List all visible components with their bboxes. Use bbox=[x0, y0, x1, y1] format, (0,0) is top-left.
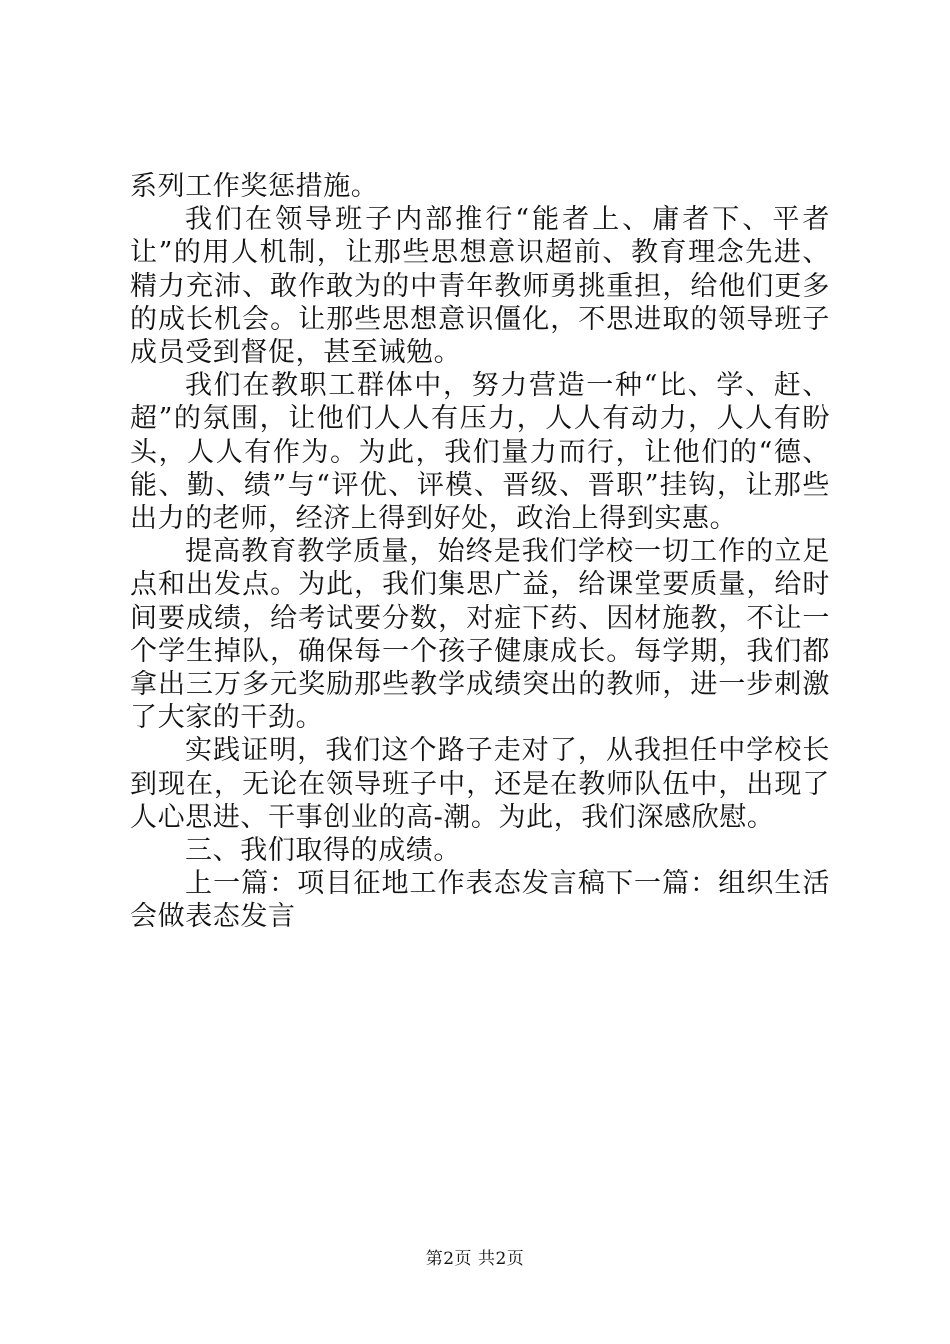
paragraph-staff-atmosphere: 我们在教职工群体中，努力营造一种“比、学、赶、超”的氛围，让他们人人有压力，人人有动力，人人有盼头，人人有作为。为此，我们量力而行，让他们的“德、能、勤、绩”与“评优、评模、晋级、晋职”挂钩，让那些出力的老师，经济上得到好处，政治上得到实惠。 bbox=[130, 370, 830, 535]
page-number-footer bbox=[0, 1244, 950, 1269]
document-body bbox=[130, 170, 830, 934]
page-number-label: 第2页 共2页 bbox=[425, 1249, 525, 1269]
paragraph-continuation: 系列工作奖惩措施。 bbox=[130, 171, 379, 202]
prev-next-links[interactable]: 上一篇：项目征地工作表态发言稿下一篇：组织生活会做表态发言 bbox=[130, 868, 830, 933]
paragraph-practice-proof: 实践证明，我们这个路子走对了，从我担任中学校长到现在，无论在领导班子中，还是在教师队伍中，出现了人心思进、干事创业的高-潮。为此，我们深感欣慰。 bbox=[130, 735, 830, 833]
section-heading-achievements: 三、我们取得的成绩。 bbox=[185, 835, 461, 867]
paragraph-leadership-mechanism: 我们在领导班子内部推行“能者上、庸者下、平者让”的用人机制，让那些思想意识超前、教育理念先进、精力充沛、敢作敢为的中青年教师勇挑重担，给他们更多的成长机会。让那些思想意识僵化，不思进取的领导班子成员受到督促，甚至诫勉。 bbox=[130, 204, 830, 369]
paragraph-teaching-quality: 提高教育教学质量，始终是我们学校一切工作的立足点和出发点。为此，我们集思广益，给课堂要质量，给时间要成绩，给考试要分数，对症下药、因材施教，不让一个学生掉队，确保每一个孩子健康成长。每学期，我们都拿出三万多元奖励那些教学成绩突出的教师，进一步刺激了大家的干劲。 bbox=[130, 536, 830, 734]
